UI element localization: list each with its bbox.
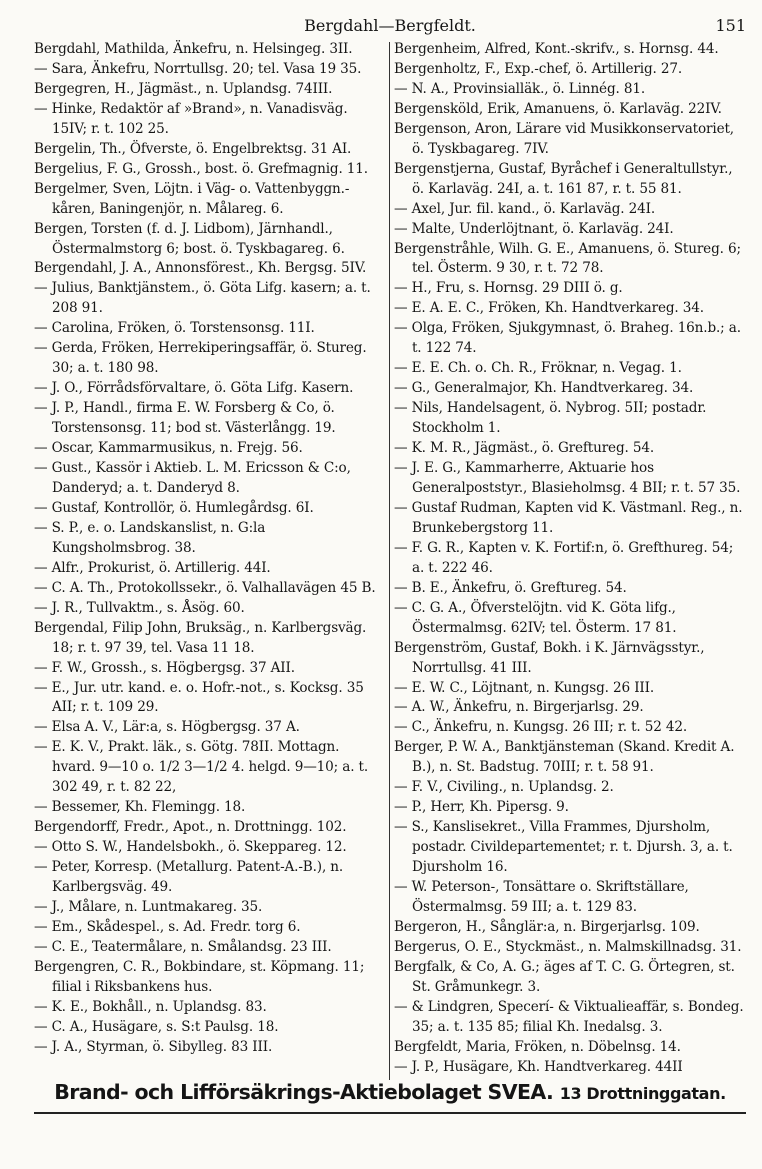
directory-entry: — F. G. R., Kapten v. K. Fortif:n, ö. Grefthureg. 54; a. t. 222 46.: [393, 539, 734, 576]
directory-entry: — Axel, Jur. fil. kand., ö. Karlaväg. 24I.: [393, 200, 656, 217]
directory-entry: — F. V., Civiling., n. Uplandsg. 2.: [393, 779, 614, 796]
directory-entry: — Julius, Banktjänstem., ö. Göta Lifg. kasern; a. t. 208 91.: [34, 280, 371, 317]
directory-entry: Bergfalk, & Co, A. G.; äges af T. C. G. Örtegren, st. St. Gråmunkegr. 3.: [393, 958, 735, 995]
directory-entry: — Gustaf, Kontrollör, ö. Humlegårdsg. 6I.: [34, 499, 314, 516]
directory-entry: — & Lindgren, Specerí- & Viktualieaffär, s. Bondeg. 35; a. t. 135 85; filial Kh. Inedalsg. 3.: [393, 998, 744, 1035]
directory-entry: Bergenstjerna, Gustaf, Byråchef i Generaltullstyr., ö. Karlaväg. 24I, a. t. 161 87, r. t. 55 81.: [393, 160, 733, 197]
directory-entry: — C. G. A., Öfverstelöjtn. vid K. Göta lifg., Östermalmsg. 62IV; tel. Österm. 17 81.: [393, 599, 677, 636]
directory-entry: — J. R., Tullvaktm., s. Åsög. 60.: [34, 599, 245, 616]
directory-entry: Bergegren, H., Jägmäst., n. Uplandsg. 74III.: [34, 80, 333, 97]
directory-entry: — N. A., Provinsialläk., ö. Linnég. 81.: [393, 80, 646, 97]
directory-entry: — H., Fru, s. Hornsg. 29 DIII ö. g.: [393, 280, 623, 297]
directory-entry: — Sara, Änkefru, Norrtullsg. 20; tel. Vasa 19 35.: [34, 60, 362, 77]
directory-entry: — Elsa A. V., Lär:a, s. Högbergsg. 37 A.: [34, 719, 300, 736]
directory-entry: — C. A., Husägare, s. S:t Paulsg. 18.: [34, 1018, 279, 1035]
ad-address: 13 Drottninggatan.: [559, 1084, 726, 1103]
footer-advertisement: [34, 1080, 746, 1108]
directory-entry: — C. A. Th., Protokollssekr., ö. Valhallavägen 45 B.: [34, 579, 376, 596]
directory-entry: — Nils, Handelsagent, ö. Nybrog. 5II; postadr. Stockholm 1.: [393, 400, 707, 437]
directory-entry: Bergenson, Aron, Lärare vid Musikkonservatoriet, ö. Tyskbagareg. 7IV.: [393, 120, 734, 157]
directory-entry: — Em., Skådespel., s. Ad. Fredr. torg 6.: [34, 918, 301, 935]
ad-company-name: Brand- och Lifförsäkrings-Aktiebolaget SVEA.: [54, 1080, 554, 1104]
directory-entry: — E., Jur. utr. kand. e. o. Hofr.-not., s. Kocksg. 35 AII; r. t. 109 29.: [34, 679, 364, 716]
left-column: [34, 40, 389, 1080]
running-head-title: Bergdahl—Bergfeldt.: [304, 16, 476, 35]
directory-entry: Bergenheim, Alfred, Kont.-skrifv., s. Hornsg. 44.: [393, 41, 719, 57]
directory-entry: — Olga, Fröken, Sjukgymnast, ö. Braheg. 16n.b.; a. t. 122 74.: [393, 320, 741, 357]
directory-entry: — E. K. V., Prakt. läk., s. Götg. 78II. Mottagn. hvard. 9—10 o. 1/2 3—1/2 4. helgd. 9—10; a. t. 302 49, r. t. 82 22,: [34, 739, 369, 796]
directory-entry: — J. P., Husägare, Kh. Handtverkareg. 44II: [393, 1058, 683, 1075]
directory-entry: — F. W., Grossh., s. Högbergsg. 37 AII.: [34, 659, 295, 676]
directory-entry: — Alfr., Prokurist, ö. Artillerig. 44I.: [34, 559, 271, 576]
directory-entry: — Malte, Underlöjtnant, ö. Karlaväg. 24I.: [393, 220, 674, 237]
directory-entry: Bergdahl, Mathilda, Änkefru, n. Helsingeg. 3II.: [34, 41, 353, 57]
directory-entry: Bergengren, C. R., Bokbindare, st. Köpmang. 11; filial i Riksbankens hus.: [34, 958, 365, 995]
directory-entry: — Gerda, Fröken, Herrekiperingsaffär, ö. Stureg. 30; a. t. 180 98.: [34, 340, 367, 377]
directory-entry: Bergendorff, Fredr., Apot., n. Drottningg. 102.: [34, 819, 347, 836]
directory-entry: — A. W., Änkefru, n. Birgerjarlsg. 29.: [393, 699, 644, 716]
directory-entry: — S., Kanslisekret., Villa Frammes, Djursholm, postadr. Civildepartementet; r. t. Djursh. 3, a. t. Djursholm 16.: [393, 819, 733, 876]
directory-entry: Bergenholtz, F., Exp.-chef, ö. Artillerig. 27.: [393, 60, 683, 77]
directory-entry: Bergendal, Filip John, Bruksäg., n. Karlbergsväg. 18; r. t. 97 39, tel. Vasa 11 18.: [34, 619, 367, 656]
directory-entry: — K. E., Bokhåll., n. Uplandsg. 83.: [34, 998, 267, 1015]
directory-entry: Bergelmer, Sven, Löjtn. i Väg- o. Vattenbyggn.-kåren, Baningenjör, n. Målareg. 6.: [34, 180, 350, 217]
directory-entry: — C., Änkefru, n. Kungsg. 26 III; r. t. 52 42.: [393, 719, 688, 736]
directory-entry: — Hinke, Redaktör af »Brand», n. Vanadisväg. 15IV; r. t. 102 25.: [34, 100, 348, 137]
page-number: 151: [715, 16, 746, 35]
directory-entry: — J., Målare, n. Luntmakareg. 35.: [34, 898, 263, 915]
footer-rule: [34, 1112, 746, 1114]
directory-entry: — J. E. G., Kammarherre, Aktuarie hos Generalpoststyr., Blasieholmsg. 4 BII; r. t. 57 35.: [393, 460, 741, 496]
directory-entry: Bergelius, F. G., Grossh., bost. ö. Grefmagnig. 11.: [34, 160, 368, 177]
directory-entry: — K. M. R., Jägmäst., ö. Greftureg. 54.: [393, 440, 655, 457]
directory-entry: — P., Herr, Kh. Pipersg. 9.: [393, 799, 569, 816]
directory-entry: Bergenström, Gustaf, Bokh. i K. Järnvägsstyr., Norrtullsg. 41 III.: [393, 639, 705, 676]
directory-entry: — E. E. Ch. o. Ch. R., Fröknar, n. Vegag. 1.: [393, 360, 682, 377]
directory-entry: — Gustaf Rudman, Kapten vid K. Västmanl. Reg., n. Brunkebergstorg 11.: [393, 499, 743, 536]
directory-entry: Bergfeldt, Maria, Fröken, n. Döbelnsg. 14.: [393, 1038, 681, 1055]
directory-entry: — J. O., Förrådsförvaltare, ö. Göta Lifg. Kasern.: [34, 380, 354, 397]
directory-columns: [34, 40, 746, 1080]
directory-entry: Bergeron, H., Sånglär:a, n. Birgerjarlsg. 109.: [393, 918, 700, 935]
directory-entry: — Otto S. W., Handelsbokh., ö. Skeppareg. 12.: [34, 839, 347, 856]
directory-entry: — Bessemer, Kh. Flemingg. 18.: [34, 799, 246, 816]
page-header: [34, 16, 746, 40]
directory-entry: — E. W. C., Löjtnant, n. Kungsg. 26 III.: [393, 679, 655, 696]
directory-entry: Bergendahl, J. A., Annonsförest., Kh. Bergsg. 5IV.: [34, 260, 367, 277]
directory-entry: — G., Generalmajor, Kh. Handtverkareg. 34.: [393, 380, 694, 397]
directory-entry: — Peter, Korresp. (Metallurg. Patent-A.-B.), n. Karlbergsväg. 49.: [34, 859, 344, 896]
directory-entry: — J. A., Styrman, ö. Sibylleg. 83 III.: [34, 1038, 273, 1055]
directory-entry: — C. E., Teatermålare, n. Smålandsg. 23 III.: [34, 938, 332, 955]
directory-entry: Bergerus, O. E., Styckmäst., n. Malmskillnadsg. 31.: [393, 938, 742, 955]
directory-entry: Bergensköld, Erik, Amanuens, ö. Karlaväg. 22IV.: [393, 100, 722, 117]
directory-entry: — Oscar, Kammarmusikus, n. Frejg. 56.: [34, 440, 303, 457]
directory-entry: Bergen, Torsten (f. d. J. Lidbom), Järnhandl., Östermalmstorg 6; bost. ö. Tyskbagareg. 6.: [34, 220, 345, 257]
directory-entry: Bergelin, Th., Öfverste, ö. Engelbrektsg. 31 AI.: [34, 140, 352, 157]
directory-entry: — Gust., Kassör i Aktieb. L. M. Ericsson & C:o, Danderyd; a. t. Danderyd 8.: [34, 460, 351, 496]
directory-entry: — B. E., Änkefru, ö. Greftureg. 54.: [393, 579, 627, 596]
directory-entry: — W. Peterson-, Tonsättare o. Skriftställare, Östermalmsg. 59 III; a. t. 129 83.: [393, 879, 689, 915]
right-column: [390, 40, 746, 1080]
directory-entry: Berger, P. W. A., Banktjänsteman (Skand. Kredit A. B.), n. St. Badstug. 70III; r. t. 58 91.: [393, 739, 735, 776]
directory-entry: — S. P., e. o. Landskanslist, n. G:la Kungsholmsbrog. 38.: [34, 519, 266, 556]
directory-entry: — Carolina, Fröken, ö. Torstensonsg. 11I.: [34, 320, 315, 337]
directory-entry: — J. P., Handl., firma E. W. Forsberg & Co, ö. Torstensonsg. 11; bod st. Västerlångg. 19.: [34, 400, 336, 437]
directory-entry: Bergenstråhle, Wilh. G. E., Amanuens, ö. Stureg. 6; tel. Österm. 9 30, r. t. 72 78.: [393, 240, 741, 277]
directory-entry: — E. A. E. C., Fröken, Kh. Handtverkareg. 34.: [393, 300, 704, 317]
